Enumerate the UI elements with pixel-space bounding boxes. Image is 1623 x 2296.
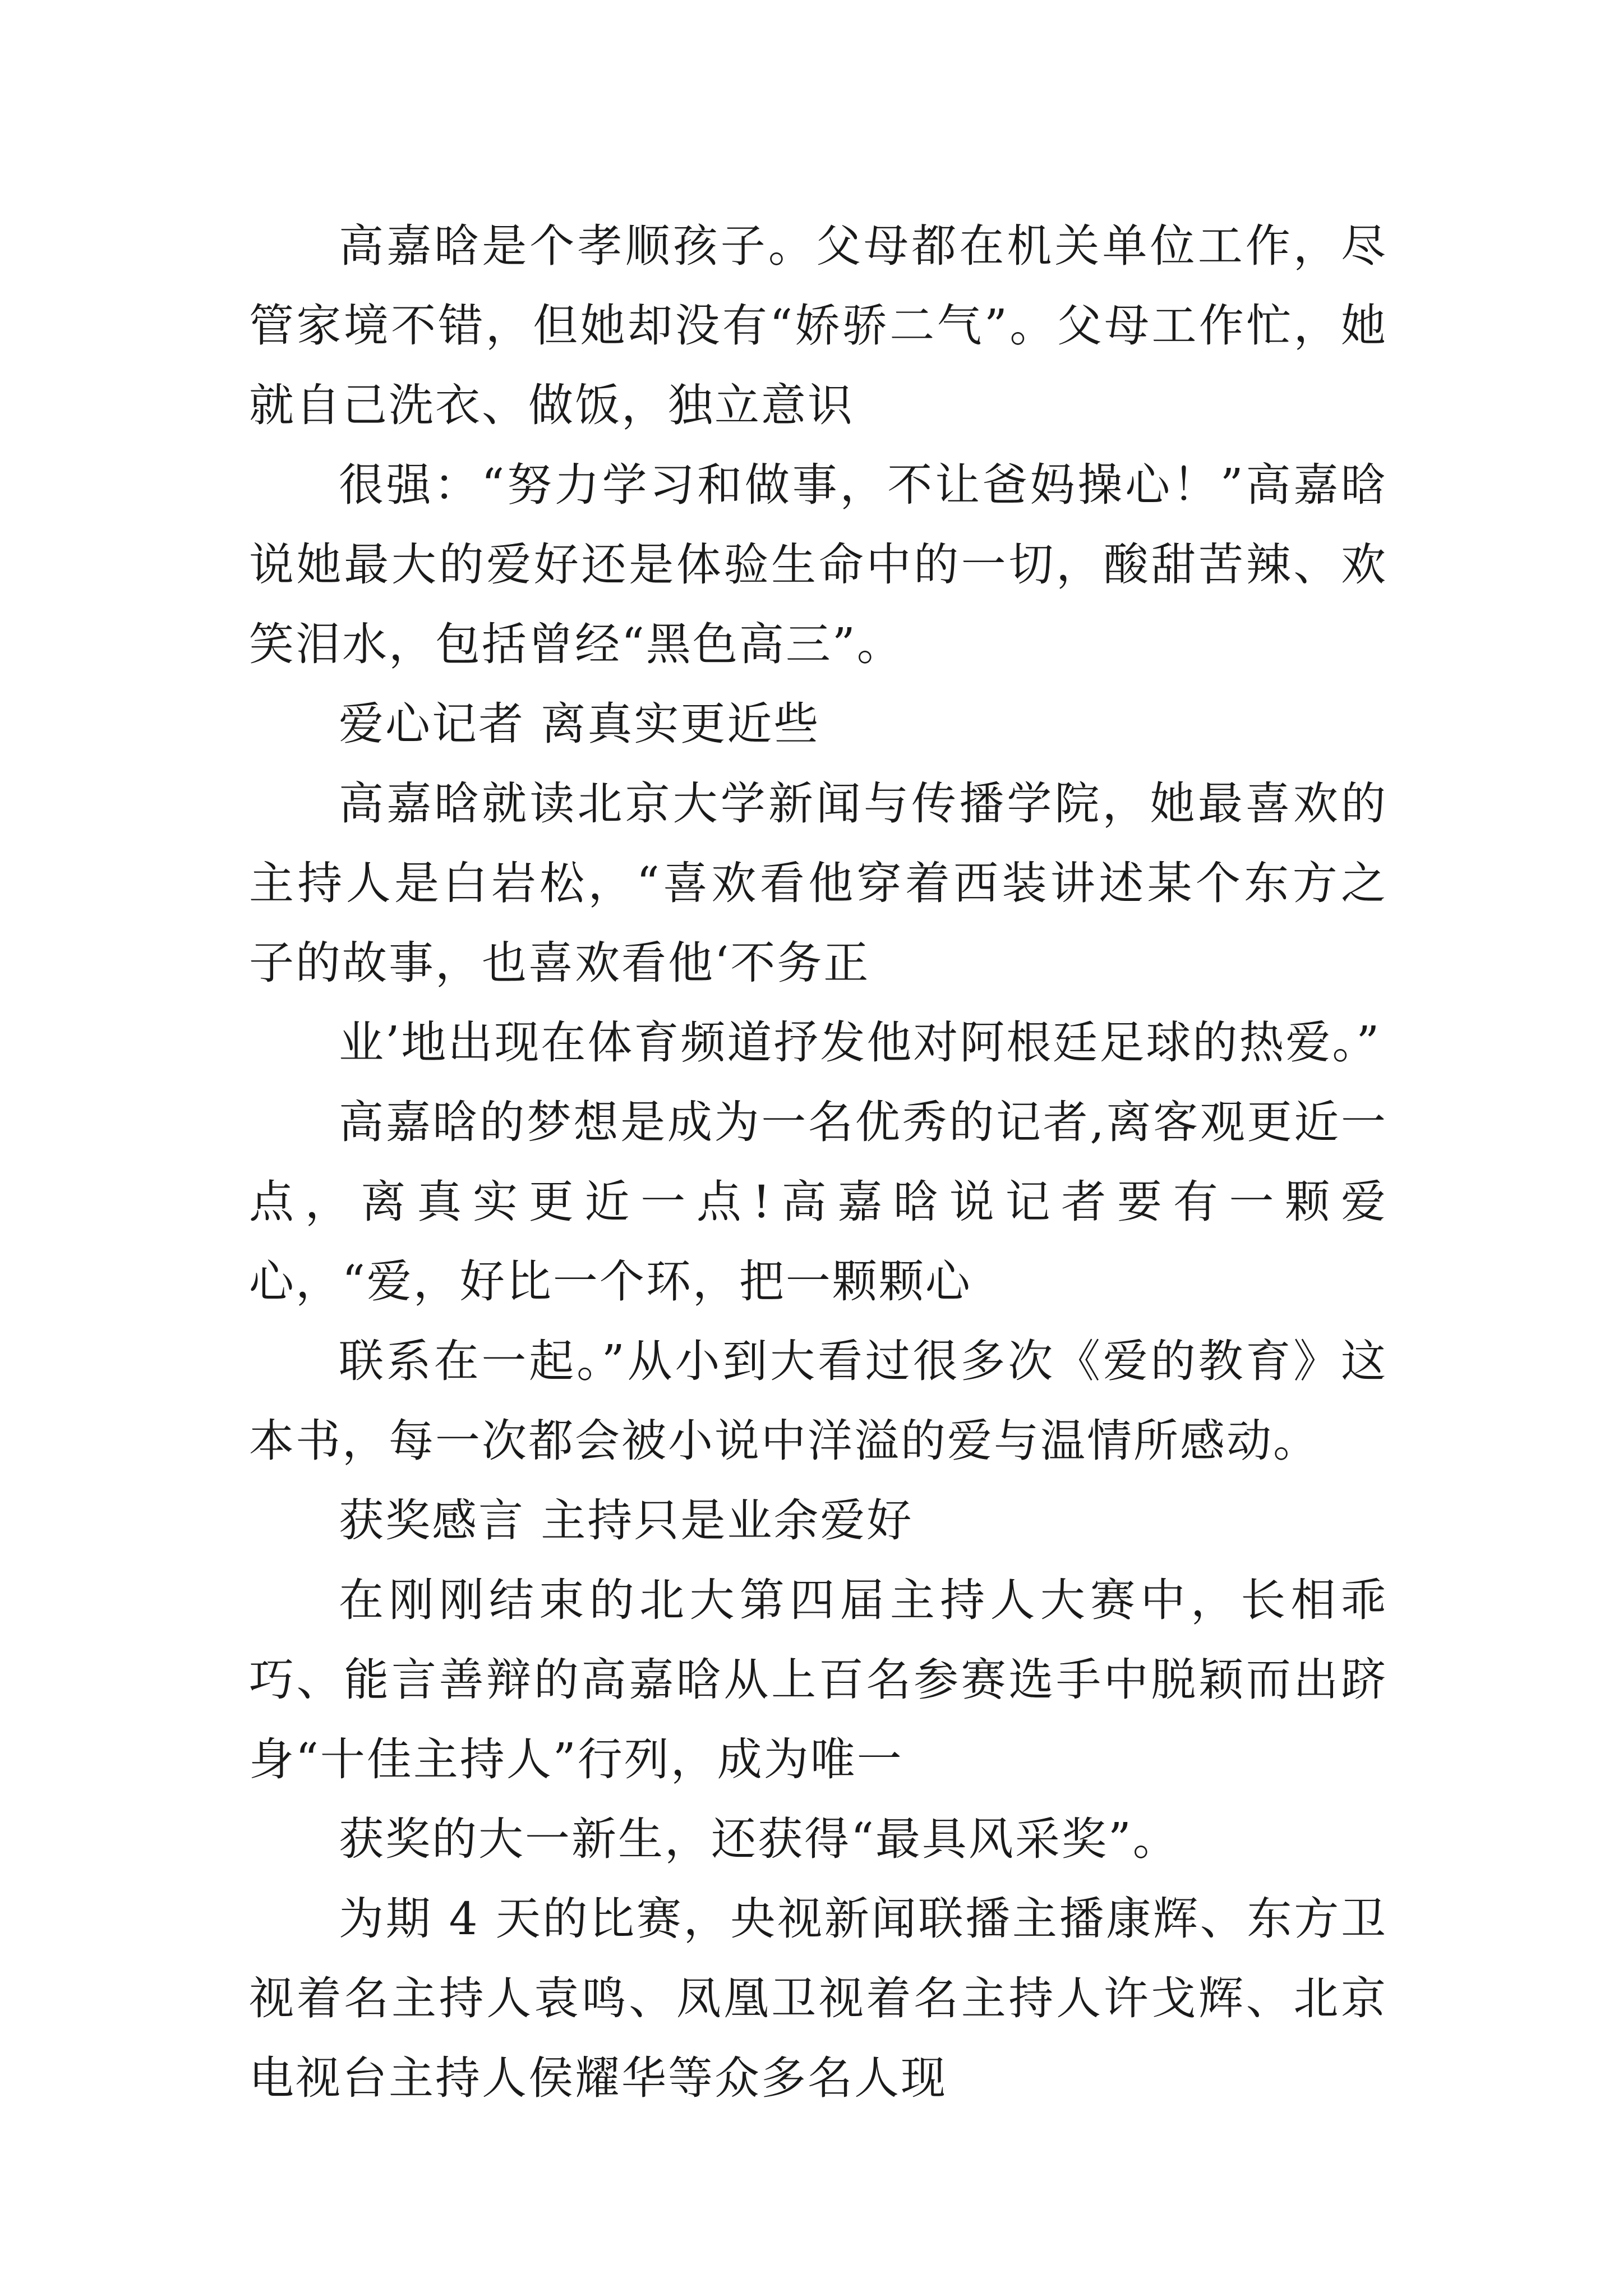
section-heading-award: 获奖感言 主持只是业余爱好 — [339, 1494, 914, 1547]
paragraph-9: 为期 4 天的比赛，央视新闻联播主播康辉、东方卫视着名主持人袁鸣、凤凰卫视着名主持人许戈辉、北京电视台主持人侯耀华等众多名人现 — [249, 1893, 1387, 2104]
paragraph-7: 在刚刚结束的北大第四届主持人大赛中，长相乖巧、能言善辩的高嘉晗从上百名参赛选手中脱颖而出跻身“十佳主持人”行列，成为唯一 — [249, 1574, 1387, 1786]
section-heading-reporter: 爱心记者 离真实更近些 — [339, 698, 820, 750]
paragraph-3: 高嘉晗就读北京大学新闻与传播学院，她最喜欢的主持人是白岩松，“喜欢看他穿着西装讲述某个东方之子的故事，也喜欢看他‘不务正 — [249, 777, 1387, 989]
paragraph-6: 联系在一起。”从小到大看过很多次《爱的教育》这本书，每一次都会被小说中洋溢的爱与温情所感动。 — [249, 1335, 1387, 1467]
paragraph-4: 业’地出现在体育频道抒发他对阿根廷足球的热爱。” — [339, 1016, 1381, 1069]
article-body — [249, 206, 1387, 2118]
paragraph-1: 高嘉晗是个孝顺孩子。父母都在机关单位工作，尽管家境不错，但她却没有“娇骄二气”。父母工作忙，她就自己洗衣、做饭，独立意识 — [249, 220, 1387, 431]
paragraph-2: 很强：“努力学习和做事，不让爸妈操心！”高嘉晗说她最大的爱好还是体验生命中的一切，酸甜苦辣、欢笑泪水，包括曾经“黑色高三”。 — [249, 459, 1387, 670]
paragraph-8: 获奖的大一新生，还获得“最具风采奖”。 — [339, 1813, 1179, 1865]
paragraph-5: 高嘉晗的梦想是成为一名优秀的记者,离客观更近一点，离真实更近一点!高嘉晗说记者要有一颗爱心，“爱，好比一个环，把一颗颗心 — [249, 1096, 1387, 1308]
